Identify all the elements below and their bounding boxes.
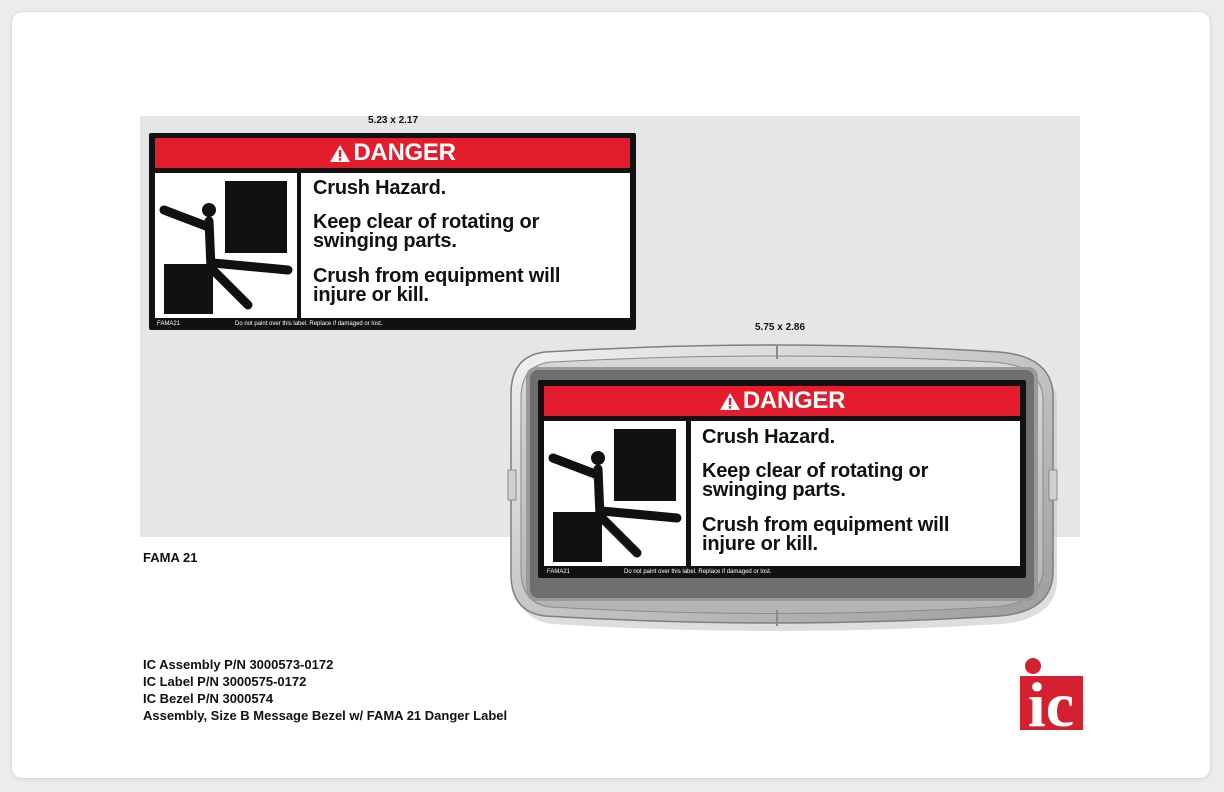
danger-header (155, 138, 630, 168)
bezel-part-number: IC Bezel P/N 3000574 (143, 691, 274, 706)
consequence-text: Crush from equipment will injure or kill. (313, 265, 561, 306)
hazard-statement: Crush Hazard. (702, 426, 835, 448)
danger-header (544, 386, 1020, 416)
warning-triangle-icon (719, 392, 741, 411)
small-label-dimensions: 5.23 x 2.17 (368, 115, 419, 126)
consequence-text: Crush from equipment will injure or kill. (702, 514, 950, 555)
label-footer-note: Do not paint over this label. Replace if damaged or lost. (624, 569, 772, 575)
logo-text: ic (1027, 669, 1075, 732)
label-footer-note: Do not paint over this label. Replace if damaged or lost. (235, 321, 383, 327)
hazard-statement: Crush Hazard. (313, 177, 446, 199)
document-title: FAMA 21 (143, 550, 198, 565)
danger-label-flat (149, 133, 636, 330)
warning-triangle-icon (329, 144, 351, 163)
crush-hazard-pictogram-icon (544, 421, 686, 566)
hazard-text-panel (691, 421, 1020, 566)
label-code: FAMA21 (157, 321, 181, 327)
part-info-block (143, 656, 507, 724)
label-code: FAMA21 (547, 569, 571, 575)
danger-label-bezel (538, 380, 1026, 578)
assembly-part-number: IC Assembly P/N 3000573-0172 (143, 657, 334, 672)
crush-hazard-pictogram-icon (155, 173, 297, 318)
ic-logo-mark (1020, 656, 1084, 732)
assembly-description: Assembly, Size B Message Bezel w/ FAMA 21 Danger Label (143, 708, 508, 723)
hazard-pictogram-panel (155, 173, 297, 318)
instruction-text: Keep clear of rotating or swinging parts. (702, 460, 929, 501)
hazard-pictogram-panel (544, 421, 686, 566)
signal-word: DANGER (353, 139, 456, 166)
ic-logo (1020, 656, 1084, 737)
hazard-text-panel (301, 173, 630, 318)
signal-word: DANGER (742, 387, 846, 414)
bezel-label-dimensions: 5.75 x 2.86 (755, 322, 806, 333)
instruction-text: Keep clear of rotating or swinging parts. (313, 211, 540, 252)
label-part-number: IC Label P/N 3000575-0172 (143, 674, 307, 689)
